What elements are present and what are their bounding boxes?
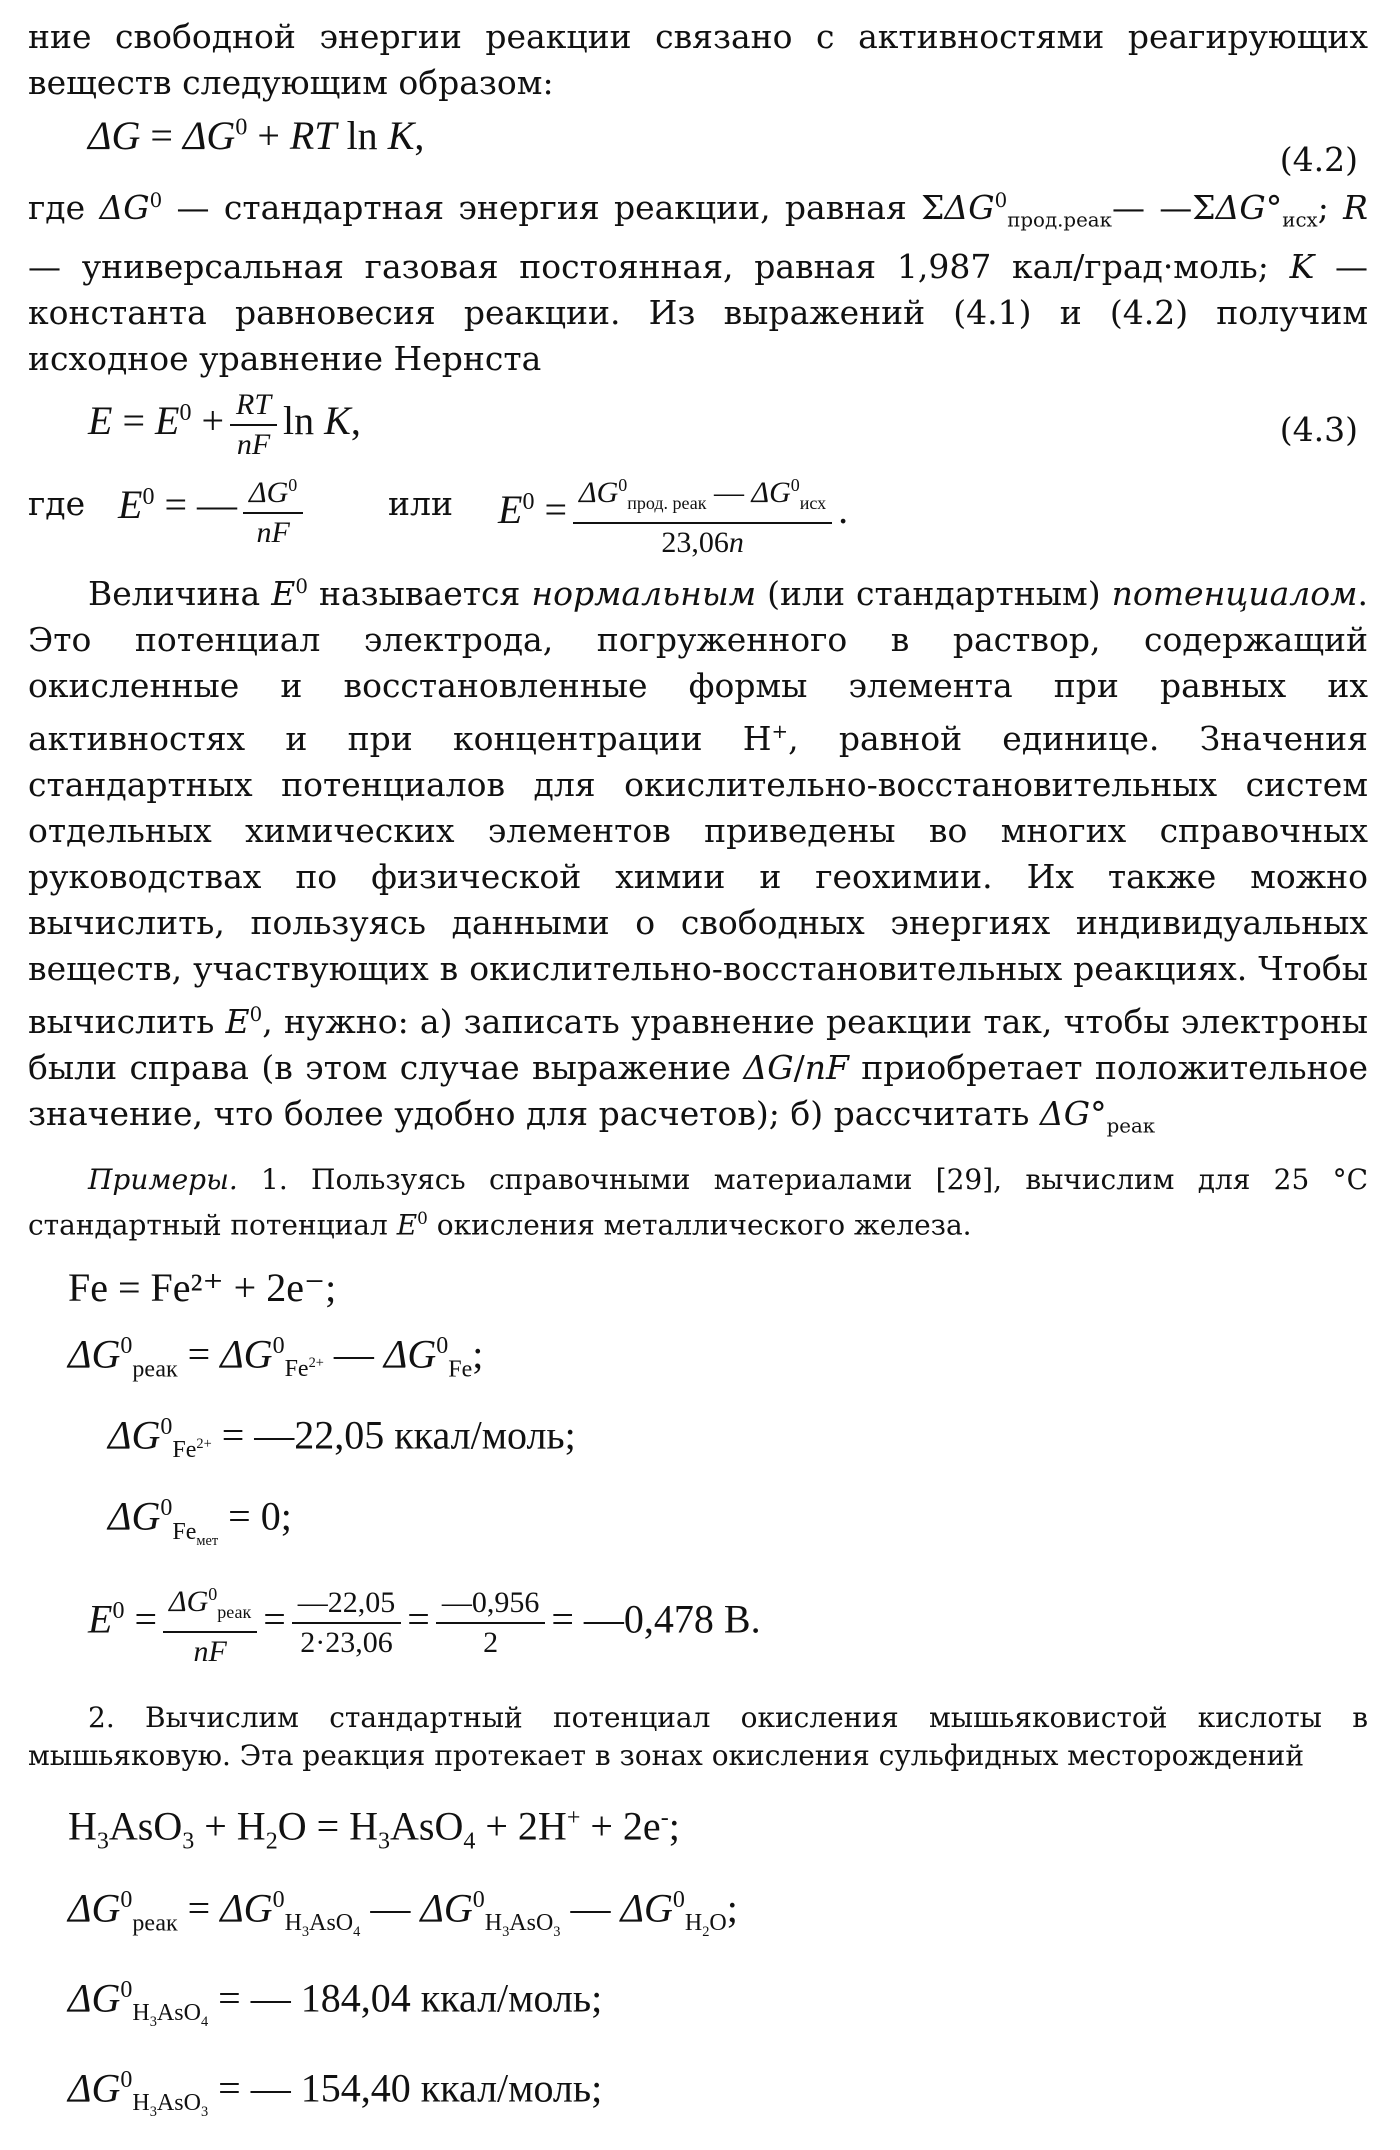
definitions-paragraph: где $\Delta G^0$ — стандартная энергия реакции, равная $\Sigma\Delta G^0_{прод.реак}—$ $—\Sigma\Delta G^\circ_{исх}$; R — универсальная газовая постоянная, равная 1,987 кал/град·моль; K — константа равновесия реакции. Из выражений (4.1) и (4.2) получим исходное уравнение Нернста — [28, 188, 1369, 378]
h3aso3-value: $\Delta G^0_{H_3AsO_3}$ = — 154,40 ккал/моль; — [68, 2065, 603, 2121]
example-2-math — [68, 1789, 1368, 2141]
example-2-text: 2. Вычислим стандартный потенциал окисления мышьяковистой кислоты в мышьяковую. Эта реакция протекает в зонах окисления сульфидных месторождений — [28, 1701, 1368, 1773]
equation-4-3: $E = E^0$ + $\frac{RT}{nF}$ ln K, (4.3) — [88, 387, 1358, 461]
h3aso4-value: $\Delta G^0_{H_3AsO_4}$ = — 184,04 ккал/моль; — [68, 1975, 603, 2031]
equation-4-2: $\Delta G = \Delta G^0$ + RT ln K, (4.2) — [88, 113, 1358, 179]
equation-number: (4.2) — [1279, 140, 1358, 179]
main-paragraph: Величина $E^0$ называется нормальным (или стандартным) потенциалом. Это потенциал электрода, погруженного в раствор, содержащий окисленные и восстановленные формы элемента при равных их активностях и при концентрации H+, равной единице. Значения стандартных потенциалов для окислительно-восстановительных систем отдельных химических элементов приведены во многих справочных руководствах по физической химии и геохимии. Их также можно вычислить, пользуясь данными о свободных энергиях индивидуальных веществ, участвующих в окислительно-восстановительных реакциях. Чтобы вычислить $E^0$, нужно: а) записать уравнение реакции так, чтобы электроны были справа (в этом случае выражение ΔG/nF приобретает положительное значение, что более удобно для расчетов); б) рассчитать $\Delta G^\circ_{реак}$ — [28, 573, 1368, 1138]
example-1-math — [68, 1259, 1368, 1670]
equation-number: (4.3) — [1279, 409, 1358, 449]
document-page — [28, 14, 1368, 2141]
as-delta-g-reaction: $\Delta G^0_{реак} = \Delta G^0_{H_3AsO_4}$ — $\Delta G^0_{H_3AsO_3}$ — $\Delta G^0_{H_2O}$; — [68, 1885, 738, 1940]
intro-paragraph: ние свободной энергии реакции связано с активностями реагирующих веществ следующим образом: — [28, 17, 1368, 102]
fe-potential-result: $E^0$ = $\frac{\Delta G^0_{реак}}{nF}$ = $\frac{—22,05}{2\cdot 23,06}$ = $\frac{—0,956}{2}$ = —0,478 В. — [88, 1569, 1368, 1669]
standard-potential-formulas: где $E^0$ = — $\frac{\Delta G^0}{nF}$ или $E^0$ = $\frac{\Delta G^0_{прод. реак} — \Delta G^0_{исх}}{23,06n}$ . — [28, 468, 1368, 558]
fe2-value: $\Delta G^0_{Fe^{2+}}$ = —22,05 ккал/моль; — [108, 1412, 576, 1464]
as-reaction: $H_3AsO_3 + H_2O = H_3AsO_4 + 2H^+ + 2e^-$; — [68, 1803, 680, 1855]
fe-delta-g-reaction: $\Delta G^0_{реак} = \Delta G^0_{Fe^{2+}}$ — $\Delta G^0_{Fe}$; — [68, 1330, 484, 1382]
fe-metal-value: $\Delta G^0_{Fe_{мет}} = 0$; — [108, 1493, 292, 1549]
example-1-text: Примеры. 1. Пользуясь справочными материалами [29], вычислим для 25 °С стандартный потенциал $E^0$ окисления металлического железа. — [28, 1163, 1368, 1242]
fe-reaction: Fe = Fe²⁺ + 2e⁻; — [68, 1264, 337, 1310]
